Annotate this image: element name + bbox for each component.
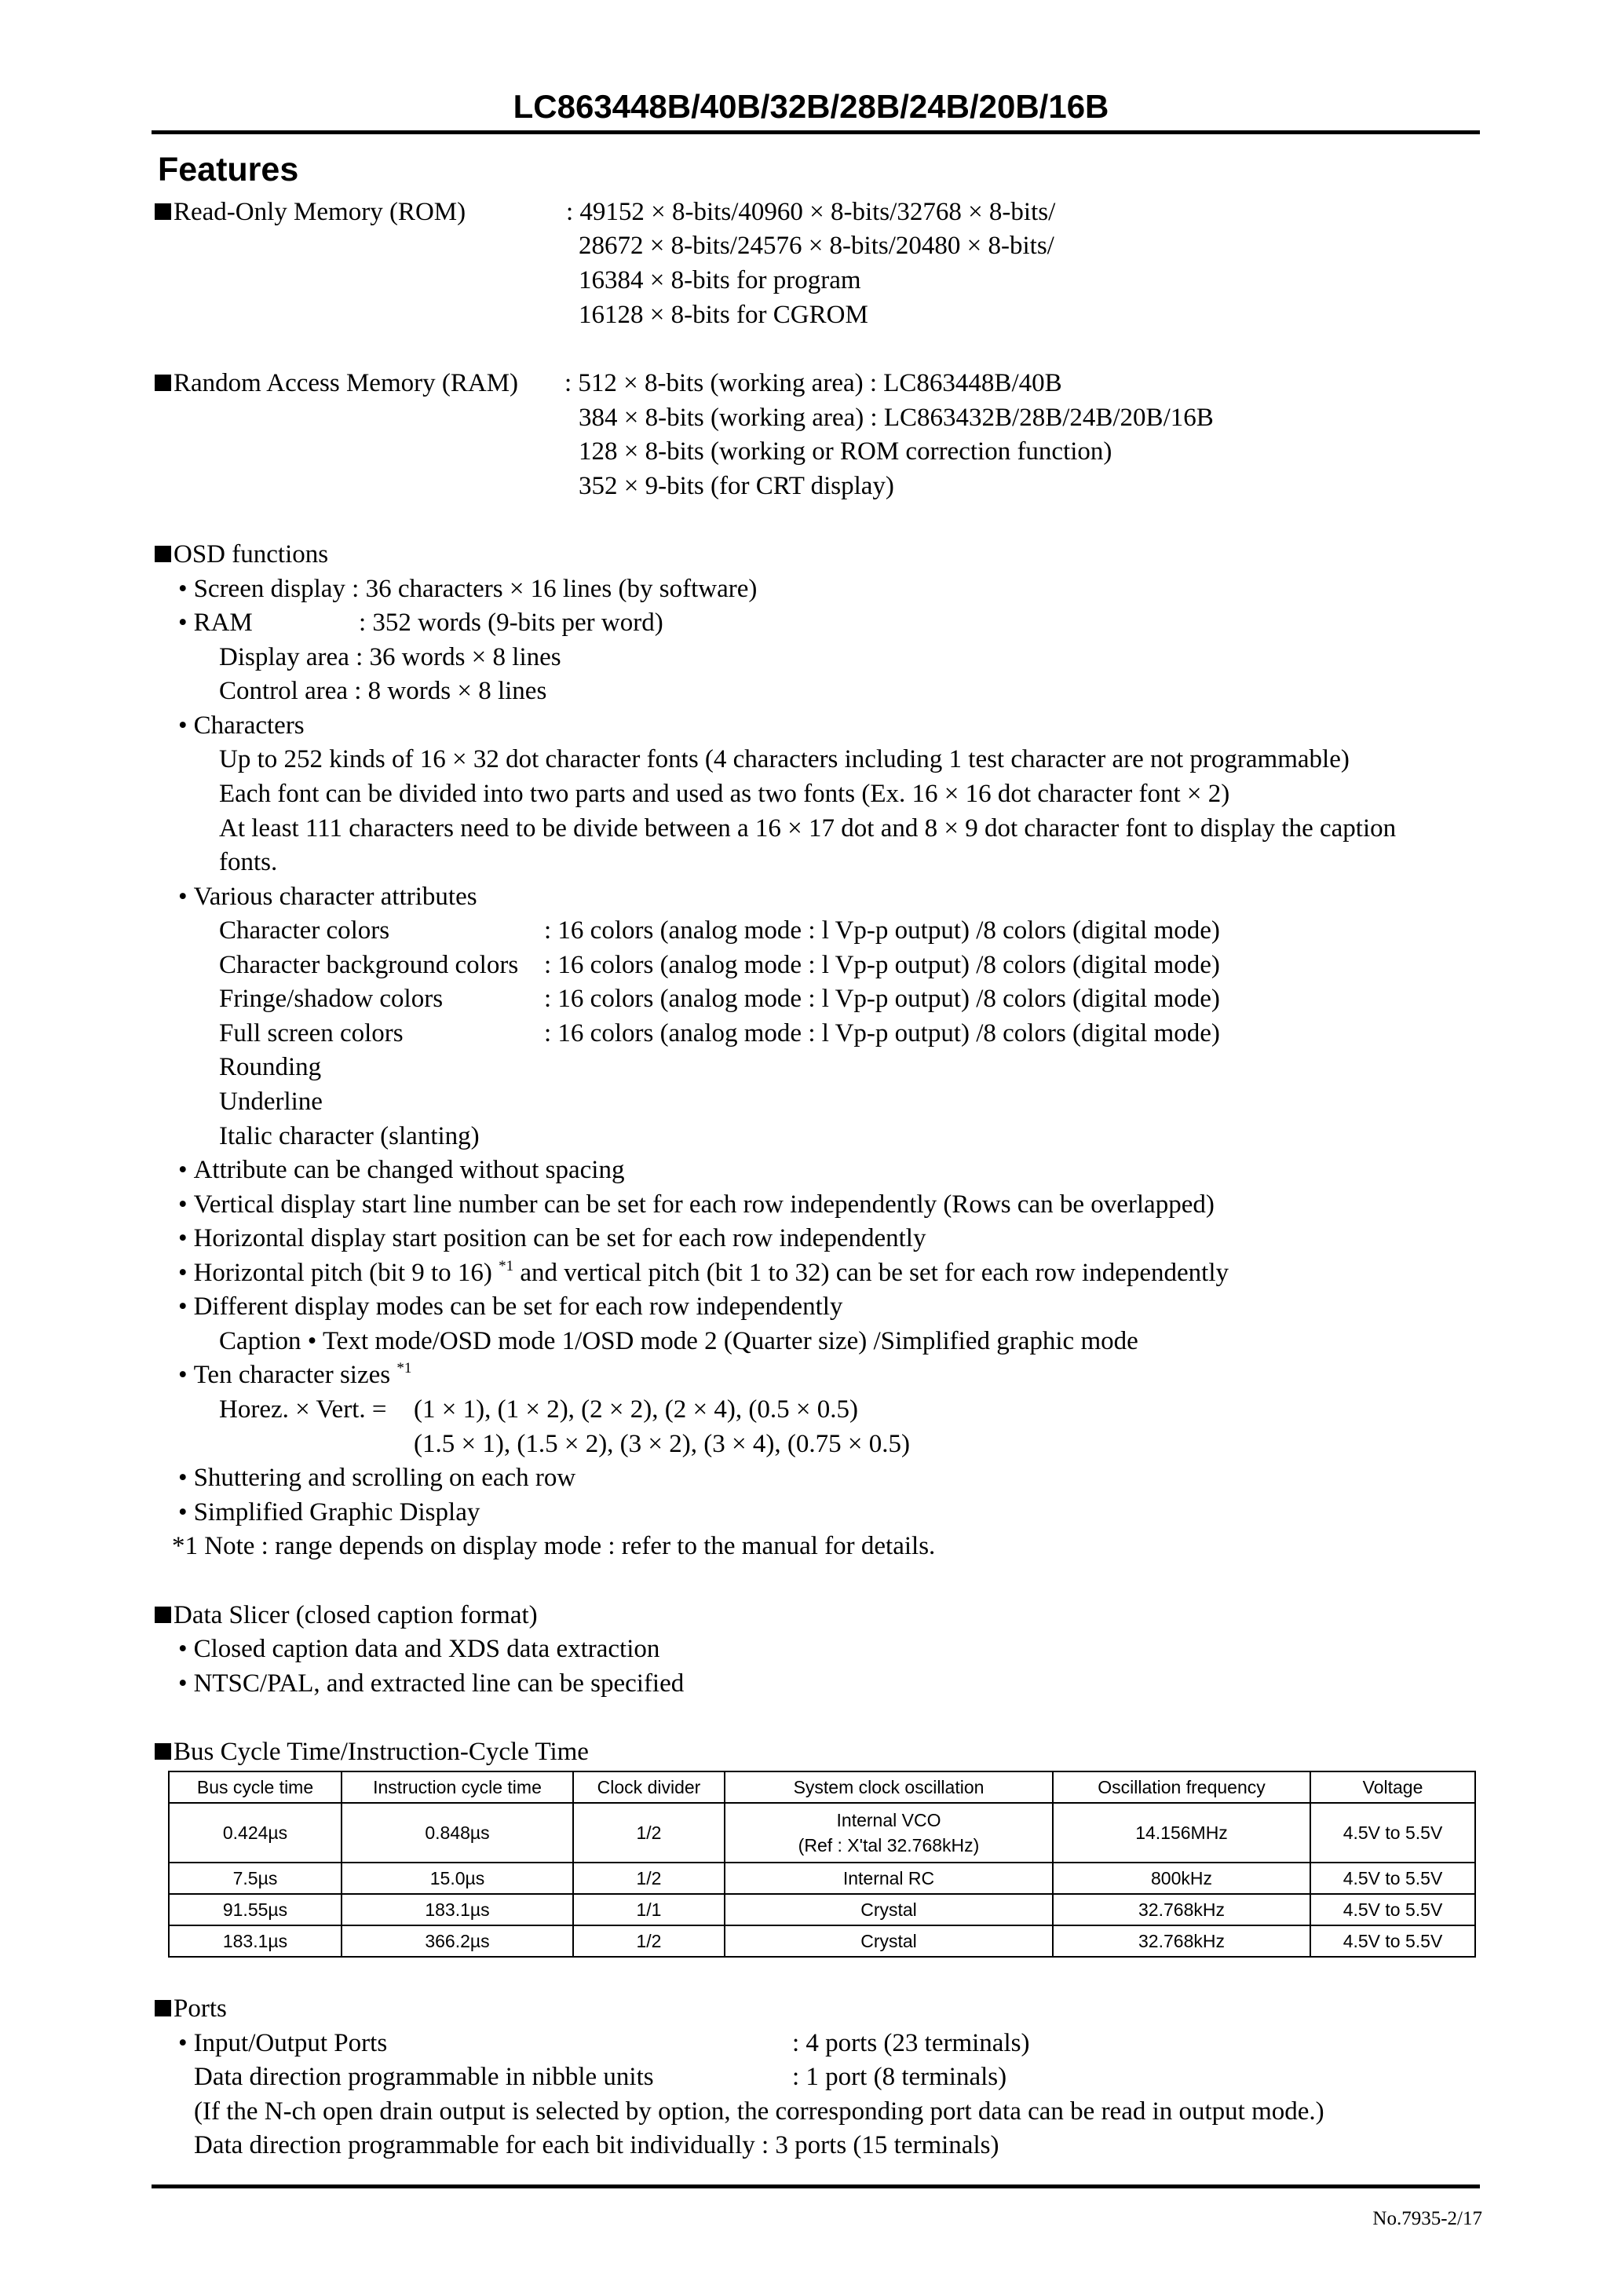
io-ports-value: : 4 ports (23 terminals) [792,2029,1030,2057]
characters-line: Each font can be divided into two parts and used as two fonts (Ex. 16 × 16 dot character font × 2) [219,780,1230,808]
bullet-icon: • [178,2029,188,2057]
attribute-name: Fringe/shadow colors [219,985,444,1013]
bullet-icon: • [178,609,188,637]
rom-line: 16128 × 8-bits for CGROM [579,301,868,329]
table-cell: 15.0µs [342,1863,573,1894]
table-cell: 1/2 [573,1803,725,1863]
table-cell: 1/2 [573,1863,725,1894]
table-row [169,1803,1475,1863]
characters-line: At least 111 characters need to be divide between a 16 × 17 dot and 8 × 9 dot character font to display the caption [219,814,1397,843]
footnote: *1 Note : range depends on display mode : refer to the manual for details. [172,1532,936,1560]
attribute-name: Full screen colors [219,1019,404,1047]
ram-line: : 512 × 8-bits (working area) : LC863448B/40B [564,369,1062,397]
slicer-bullet: • NTSC/PAL, and extracted line can be specified [178,1669,685,1698]
table-cell: 32.768kHz [1053,1925,1310,1957]
ram-line: 352 × 9-bits (for CRT display) [579,472,894,500]
table-cell: 1/2 [573,1925,725,1957]
table-cell: 0.848µs [342,1803,573,1863]
table-cell: 800kHz [1053,1863,1310,1894]
table-cell: 183.1µs [342,1894,573,1925]
nibble-label: Data direction programmable in nibble units [194,2063,654,2091]
modes-item: • Different display modes can be set for each row independently [178,1292,843,1321]
table-cell: 0.424µs [169,1803,342,1863]
bullet-icon: • [178,1498,188,1526]
column-header: Clock divider [573,1771,725,1803]
table-cell: Crystal [725,1894,1053,1925]
rom-line: 28672 × 8-bits/24576 × 8-bits/20480 × 8-bits/ [579,232,1054,260]
table-cell: 91.55µs [169,1894,342,1925]
sizes-row: (1 × 1), (1 × 2), (2 × 2), (2 × 4), (0.5 × 0.5) [414,1395,858,1424]
osd-bullet: • Horizontal display start position can be set for each row independently [178,1224,926,1252]
table-row [169,1894,1475,1925]
table-cell: 4.5V to 5.5V [1310,1803,1475,1863]
attribute-value: : 16 colors (analog mode : l Vp-p output) /8 colors (digital mode) [544,985,1220,1013]
characters-line: Up to 252 kinds of 16 × 32 dot character fonts (4 characters including 1 test character are not programmable) [219,745,1350,773]
document-number: No.7935-2/17 [1372,2208,1482,2229]
attribute-value: : 16 colors (analog mode : l Vp-p output) /8 colors (digital mode) [544,1019,1220,1047]
table-cell: 14.156MHz [1053,1803,1310,1863]
column-header: Voltage [1310,1771,1475,1803]
rom-label: Read-Only Memory (ROM) [155,195,466,229]
rom-line: : 49152 × 8-bits/40960 × 8-bits/32768 × 8-bits/ [566,198,1056,226]
control-area: Control area : 8 words × 8 lines [219,677,547,705]
table-cell: 4.5V to 5.5V [1310,1925,1475,1957]
bullet-icon: • [178,1669,188,1698]
extra-attribute: Rounding [219,1053,322,1081]
bullet-icon: • [178,1292,188,1321]
attribute-value: : 16 colors (analog mode : l Vp-p output) /8 colors (digital mode) [544,951,1220,979]
rom-line: 16384 × 8-bits for program [579,266,861,294]
table-cell: 32.768kHz [1053,1894,1310,1925]
attribute-name: Character background colors [219,951,519,979]
table-cell: 366.2µs [342,1925,573,1957]
table-cell: 7.5µs [169,1863,342,1894]
io-ports-item: • Input/Output Ports [178,2029,388,2057]
footer-rule [152,2184,1480,2188]
column-header: System clock oscillation [725,1771,1053,1803]
slicer-heading: Data Slicer (closed caption format) [155,1598,538,1632]
ram-line: 128 × 8-bits (working or ROM correction function) [579,437,1112,466]
pitch-item: • Horizontal pitch (bit 9 to 16) $^{*1}$ and vertical pitch (bit 1 to 32) can be set for each row independently [178,1258,1229,1287]
nch-note: (If the N-ch open drain output is selected by option, the corresponding port data can be read in output mode.) [194,2097,1324,2126]
ram-line: 384 × 8-bits (working area) : LC863432B/28B/24B/20B/16B [579,404,1214,432]
square-bullet-icon [155,2000,171,2016]
table-cell: 4.5V to 5.5V [1310,1894,1475,1925]
table-header-row [169,1771,1475,1803]
display-area: Display area : 36 words × 8 lines [219,643,561,671]
bullet-icon: • [178,1635,188,1663]
ports-heading: Ports [155,1991,227,2026]
table-cell: 183.1µs [169,1925,342,1957]
slicer-bullet: • Closed caption data and XDS data extraction [178,1635,660,1663]
bullet-icon: • [178,1464,188,1492]
square-bullet-icon [155,203,171,220]
table-cell: Internal VCO (Ref : X'tal 32.768kHz) [725,1803,1053,1863]
attributes-item: • Various character attributes [178,883,477,911]
nibble-value: : 1 port (8 terminals) [792,2063,1007,2091]
table-cell: Internal RC [725,1863,1053,1894]
square-bullet-icon [155,546,171,562]
extra-attribute: Underline [219,1088,323,1116]
graphic-item: • Simplified Graphic Display [178,1498,480,1526]
table-row [169,1925,1475,1957]
osd-ram-value: : 352 words (9-bits per word) [359,609,663,637]
sizes-prefix: Horez. × Vert. = [219,1395,387,1424]
attribute-name: Character colors [219,916,390,945]
osd-bullet: • Vertical display start line number can be set for each row independently (Rows can be overlapped) [178,1190,1215,1219]
bus-heading: Bus Cycle Time/Instruction-Cycle Time [155,1735,589,1769]
column-header: Bus cycle time [169,1771,342,1803]
ram-label: Random Access Memory (RAM) [155,366,518,400]
bullet-icon: • [178,575,188,603]
column-header: Instruction cycle time [342,1771,573,1803]
header-rule [152,130,1480,134]
characters-item: • Characters [178,711,305,740]
modes-detail: Caption • Text mode/OSD mode 1/OSD mode 2 (Quarter size) /Simplified graphic mode [219,1327,1138,1355]
bit-direction-line: Data direction programmable for each bit individually : 3 ports (15 terminals) [194,2131,999,2159]
sizes-item: • Ten character sizes $^{*1}$ [178,1360,412,1389]
bullet-icon: • [178,1361,188,1389]
table-cell: 1/1 [573,1894,725,1925]
bullet-icon: • [178,711,188,740]
table-cell: 4.5V to 5.5V [1310,1863,1475,1894]
osd-bullet: • Attribute can be changed without spacing [178,1156,625,1184]
document-title: LC863448B/40B/32B/28B/24B/20B/16B [513,88,1109,125]
table-row [169,1863,1475,1894]
extra-attribute: Italic character (slanting) [219,1122,480,1150]
bus-cycle-table [168,1771,1476,1958]
square-bullet-icon [155,1743,171,1760]
bullet-icon: • [178,1224,188,1252]
square-bullet-icon [155,375,171,391]
bullet-icon: • [178,1190,188,1219]
sizes-row: (1.5 × 1), (1.5 × 2), (3 × 2), (3 × 4), (0.75 × 0.5) [414,1430,910,1458]
osd-ram-item: • RAM [178,609,253,637]
screen-display-item: • Screen display : 36 characters × 16 lines (by software) [178,575,758,603]
table-cell: Crystal [725,1925,1053,1957]
shuttering-item: • Shuttering and scrolling on each row [178,1464,576,1492]
column-header: Oscillation frequency [1053,1771,1310,1803]
osd-heading: OSD functions [155,537,328,572]
bullet-icon: • [178,883,188,911]
bullet-icon: • [178,1259,188,1287]
square-bullet-icon [155,1607,171,1623]
features-heading: Features [158,151,299,188]
attribute-value: : 16 colors (analog mode : l Vp-p output) /8 colors (digital mode) [544,916,1220,945]
characters-line: fonts. [219,848,278,876]
bullet-icon: • [178,1156,188,1184]
